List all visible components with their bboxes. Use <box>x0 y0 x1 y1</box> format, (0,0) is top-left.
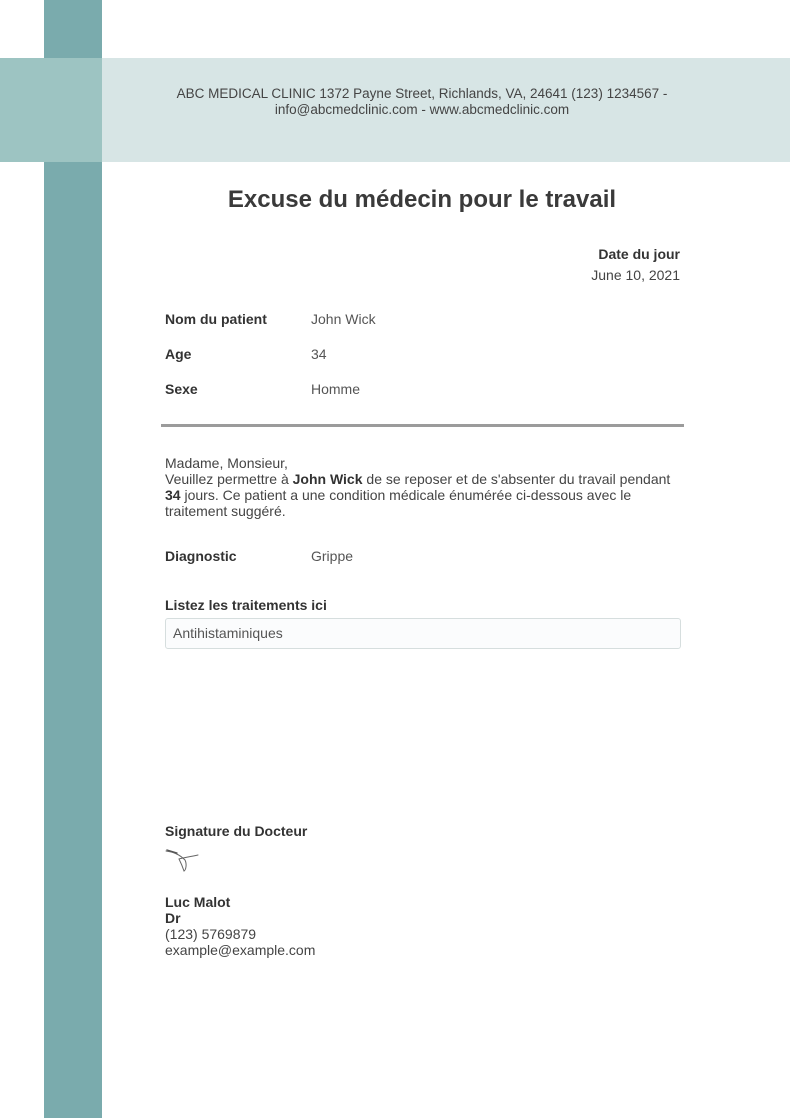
section-divider <box>161 424 684 427</box>
letter-days: 34 <box>165 487 181 503</box>
clinic-address-line1: ABC MEDICAL CLINIC 1372 Payne Street, Richlands, VA, 24641 (123) 1234567 - <box>176 86 668 101</box>
letter-paragraph <box>165 471 685 519</box>
patient-name-value: John Wick <box>311 311 376 327</box>
letter-body <box>165 455 685 519</box>
patient-age-label: Age <box>165 346 192 362</box>
diagnosis-label: Diagnostic <box>165 548 237 564</box>
treatments-label: Listez les traitements ici <box>165 597 327 613</box>
diagnosis-value: Grippe <box>311 548 354 564</box>
letter-patient-name: John Wick <box>292 471 363 487</box>
date-value: June 10, 2021 <box>591 267 680 283</box>
treatments-field[interactable]: Antihistaminiques <box>165 618 681 649</box>
date-block <box>591 246 680 284</box>
clinic-address-line2: info@abcmedclinic.com - www.abcmedclinic.com <box>274 102 570 117</box>
signature-label: Signature du Docteur <box>165 823 308 839</box>
patient-name-label: Nom du patient <box>165 311 267 327</box>
date-label: Date du jour <box>598 246 680 262</box>
letter-text-3: jours. Ce patient a une condition médicale énumérée ci-dessous avec le traitement suggéré. <box>165 487 632 519</box>
document-title: Excuse du médecin pour le travail <box>227 186 617 213</box>
doctor-info <box>165 894 315 958</box>
letter-text-2: de se reposer et de s'absenter du travail pendant <box>362 471 671 487</box>
patient-age-value: 34 <box>311 346 327 362</box>
letter-greeting: Madame, Monsieur, <box>165 455 288 471</box>
letter-text-1: Veuillez permettre à <box>165 471 293 487</box>
doctor-email: example@example.com <box>165 942 316 958</box>
decorative-sidebar <box>44 0 102 1118</box>
doctor-title: Dr <box>165 910 181 926</box>
doctor-name: Luc Malot <box>165 894 231 910</box>
doctor-phone: (123) 5769879 <box>165 926 257 942</box>
patient-sex-label: Sexe <box>165 381 198 397</box>
header-band-accent <box>0 58 102 162</box>
signature-image <box>165 848 201 874</box>
patient-sex-value: Homme <box>311 381 361 397</box>
clinic-address <box>102 86 742 118</box>
